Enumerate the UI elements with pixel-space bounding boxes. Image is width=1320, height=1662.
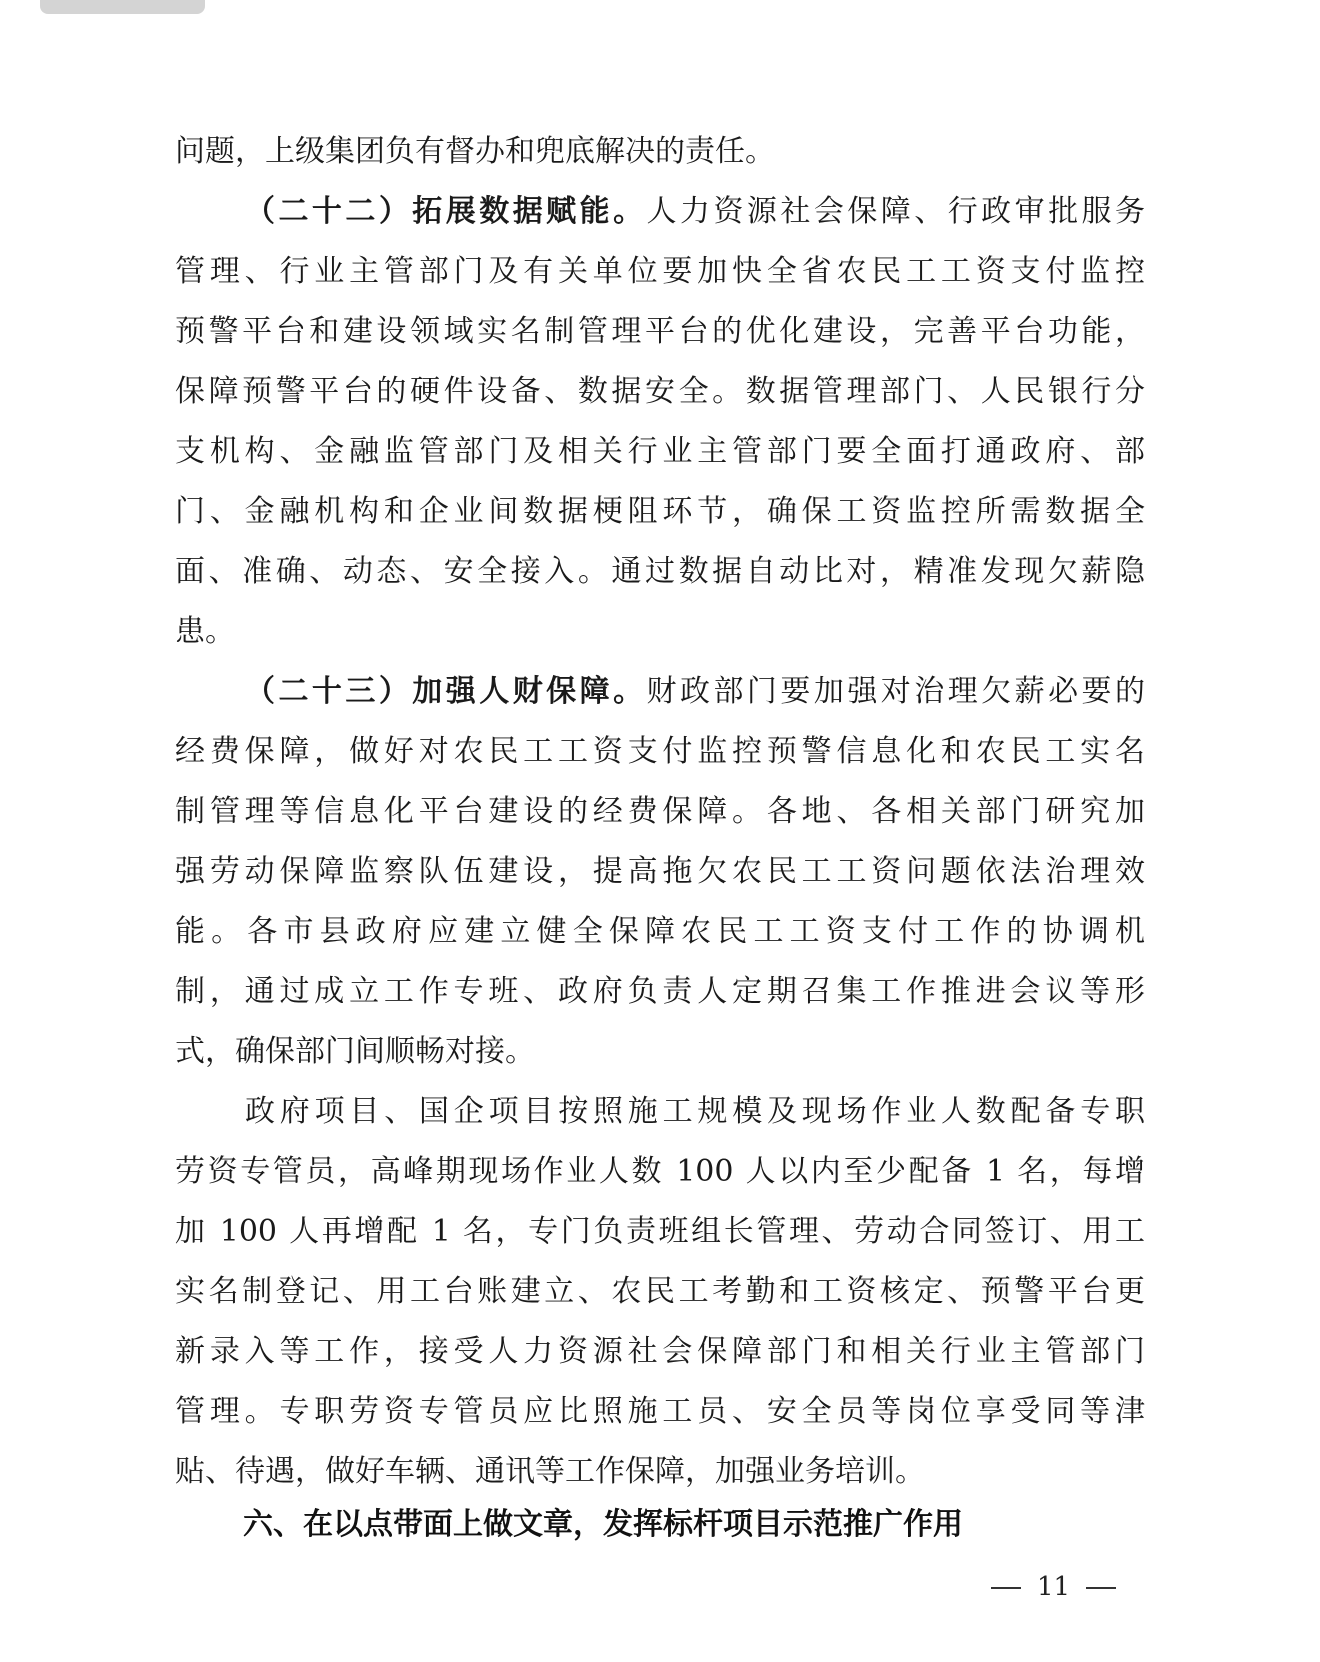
text-line: 经费保障，做好对农民工工资支付监控预警信息化和农民工实名: [175, 734, 1145, 769]
dash-left: [991, 1587, 1021, 1589]
text-line: 制管理等信息化平台建设的经费保障。各地、各相关部门研究加: [175, 794, 1145, 829]
heading-22: （二十二）拓展数据赋能。: [245, 194, 647, 229]
dash-right: [1086, 1587, 1116, 1589]
text-line: 面、准确、动态、安全接入。通过数据自动比对，精准发现欠薪隐: [175, 554, 1145, 589]
text-line: 实名制登记、用工台账建立、农民工考勤和工资核定、预警平台更: [175, 1274, 1145, 1309]
heading-23: （二十三）加强人财保障。: [245, 674, 647, 709]
text-line: 人力资源社会保障、行政审批服务: [646, 194, 1146, 229]
text-line: 制，通过成立工作专班、政府负责人定期召集工作推进会议等形: [175, 974, 1145, 1009]
text-line: 支机构、金融监管部门及相关行业主管部门要全面打通政府、部: [175, 434, 1145, 469]
page-number: 11: [1037, 1572, 1071, 1602]
text-line: 劳资专管员，高峰期现场作业人数 100 人以内至少配备 1 名，每增: [175, 1154, 1145, 1189]
text-line: 预警平台和建设领域实名制管理平台的优化建设，完善平台功能，: [175, 314, 1145, 349]
text-line: 管理。专职劳资专管员应比照施工员、安全员等岗位享受同等津: [175, 1394, 1145, 1429]
document-body: [175, 122, 1145, 1502]
text-line: 门、金融机构和企业间数据梗阻环节，确保工资监控所需数据全: [175, 494, 1145, 529]
text-line: 管理、行业主管部门及有关单位要加快全省农民工工资支付监控: [175, 254, 1145, 289]
paragraph-23-first-line: [175, 662, 1145, 722]
text-line: 式，确保部门间顺畅对接。: [175, 1034, 535, 1069]
text-line: 保障预警平台的硬件设备、数据安全。数据管理部门、人民银行分: [175, 374, 1145, 409]
paragraph-22-first-line: [175, 182, 1145, 242]
text-line: 贴、待遇，做好车辆、通讯等工作保障，加强业务培训。: [175, 1454, 925, 1489]
text-line: 患。: [175, 614, 235, 649]
top-tab-decoration: [40, 0, 205, 14]
text-line: 财政部门要加强对治理欠薪必要的: [646, 674, 1146, 709]
text-line: 能。各市县政府应建立健全保障农民工工资支付工作的协调机: [175, 914, 1145, 949]
text-line: 政府项目、国企项目按照施工规模及现场作业人数配备专职: [245, 1094, 1145, 1129]
text-line: 加 100 人再增配 1 名，专门负责班组长管理、劳动合同签订、用工: [175, 1214, 1145, 1249]
text-line: 新录入等工作，接受人力资源社会保障部门和相关行业主管部门: [175, 1334, 1145, 1369]
text-line: 问题，上级集团负有督办和兜底解决的责任。: [175, 134, 775, 169]
page-number-footer: [975, 1567, 1132, 1607]
text-line: 强劳动保障监察队伍建设，提高拖欠农民工工资问题依法治理效: [175, 854, 1145, 889]
section-heading: 六、在以点带面上做文章，发挥标杆项目示范推广作用: [243, 1507, 963, 1542]
